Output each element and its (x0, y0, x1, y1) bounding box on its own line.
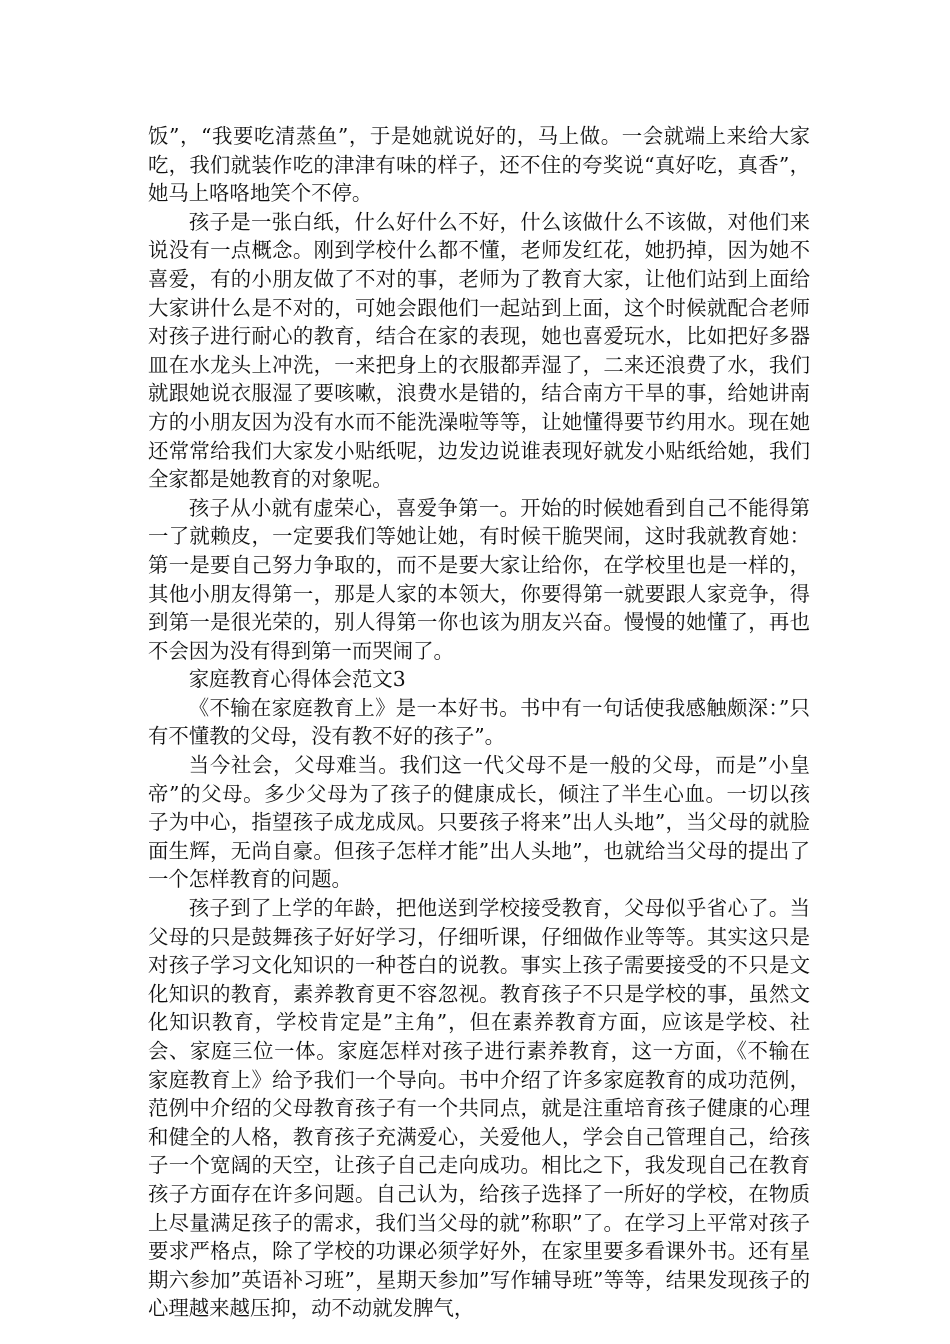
paragraph-3: 孩子从小就有虚荣心，喜爱争第一。开始的时候她看到自己不能得第一了就赖皮，一定要我们等她让她，有时候干脆哭闹，这时我就教育她：第一是要自己努力争取的，而不是要大家让给你，在学校里也是一样的，其他小朋友得第一，那是人家的本领大，你要得第一就要跟人家竞争，得到第一是很光荣的，别人得第一你也该为朋友兴奋。慢慢的她懂了，再也不会因为没有得到第一而哭闹了。 (148, 495, 810, 663)
paragraph-4: 《不输在家庭教育上》是一本好书。书中有一句话使我感触颇深：”只有不懂教的父母，没有教不好的孩子”。 (148, 695, 810, 749)
document-body (148, 122, 810, 1323)
paragraph-1: 饭”，“我要吃清蒸鱼”，于是她就说好的，马上做。一会就端上来给大家吃，我们就装作吃的津津有味的样子，还不住的夸奖说“真好吃，真香”，她马上咯咯地笑个不停。 (148, 124, 810, 206)
section-heading: 家庭教育心得体会范文3 (188, 667, 406, 692)
paragraph-2: 孩子是一张白纸，什么好什么不好，什么该做什么不该做，对他们来说没有一点概念。刚到学校什么都不懂，老师发红花，她扔掉，因为她不喜爱，有的小朋友做了不对的事，老师为了教育大家，让他们站到上面给大家讲什么是不对的，可她会跟他们一起站到上面，这个时候就配合老师对孩子进行耐心的教育，结合在家的表现，她也喜爱玩水，比如把好多器皿在水龙头上冲洗，一来把身上的衣服都弄湿了，二来还浪费了水，我们就跟她说衣服湿了要咳嗽，浪费水是错的，结合南方干旱的事，给她讲南方的小朋友因为没有水而不能洗澡啦等等，让她懂得要节约用水。现在她还常常给我们大家发小贴纸呢，边发边说谁表现好就发小贴纸给她，我们全家都是她教育的对象呢。 (148, 209, 810, 492)
paragraph-6: 孩子到了上学的年龄，把他送到学校接受教育，父母似乎省心了。当父母的只是鼓舞孩子好好学习，仔细听课，仔细做作业等等。其实这只是对孩子学习文化知识的一种苍白的说教。事实上孩子需要接受的不只是文化知识的教育，素养教育更不容忽视。教育孩子不只是学校的事，虽然文化知识教育，学校肯定是”主角”，但在素养教育方面，应该是学校、社会、家庭三位一体。家庭怎样对孩子进行素养教育，这一方面，《不输在家庭教育上》给予我们一个导向。书中介绍了许多家庭教育的成功范例，范例中介绍的父母教育孩子有一个共同点，就是注重培育孩子健康的心理和健全的人格，教育孩子充满爱心，关爱他人，学会自己管理自己，给孩子一个宽阔的天空，让孩子自己走向成功。相比之下，我发现自己在教育孩子方面存在许多问题。自己认为，给孩子选择了一所好的学校，在物质上尽量满足孩子的需求，我们当父母的就”称职”了。在学习上平常对孩子要求严格点，除了学校的功课必须学好外，在家里要多看课外书。还有星期六参加”英语补习班”，星期天参加”写作辅导班”等等，结果发现孩子的心理越来越压抑，动不动就发脾气， (148, 896, 810, 1321)
paragraph-5: 当今社会，父母难当。我们这一代父母不是一般的父母，而是”小皇帝”的父母。多少父母为了孩子的健康成长，倾注了半生心血。一切以孩子为中心，指望孩子成龙成凤。只要孩子将来”出人头地”，当父母的就脸面生辉，无尚自豪。但孩子怎样才能”出人头地”，也就给当父母的提出了一个怎样教育的问题。 (148, 753, 810, 892)
